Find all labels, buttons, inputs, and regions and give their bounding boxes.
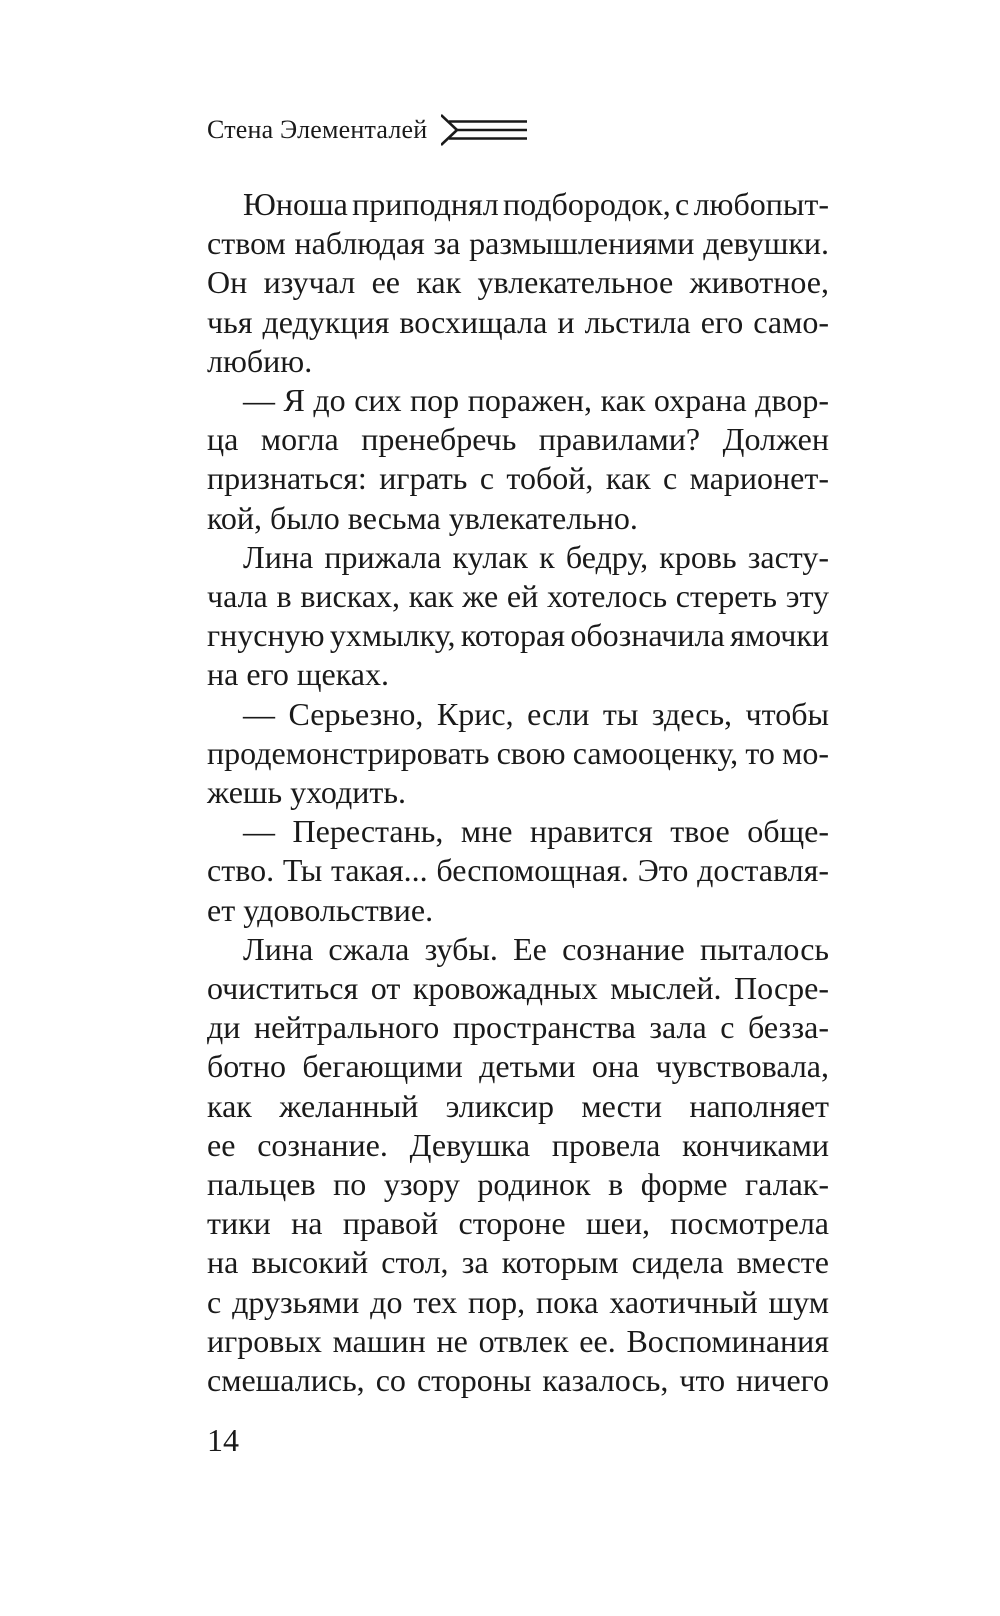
text-line: ство. Ты такая... беспомощная. Это доставля- [207, 852, 829, 889]
text-line: игровых машин не отвлек ее. Воспоминания [207, 1322, 829, 1359]
text-line: кой, было весьма увлекательно. [207, 499, 638, 536]
text-line: очиститься от кровожадных мыслей. Посре- [207, 970, 829, 1006]
text-line: на высокий стол, за которым сидела вместе [207, 1244, 829, 1281]
page-number: 14 [207, 1422, 239, 1458]
text-line: продемонстрировать свою самооценку, то мо- [207, 734, 829, 771]
text-line: Он изучал ее как увлекательное животное, [207, 264, 829, 301]
text-line: ет удовольствие. [207, 891, 434, 928]
running-title: Стена Элементалей [207, 115, 428, 144]
text-line: ством наблюдая за размышлениями девушки. [207, 225, 829, 262]
text-line: — Перестань, мне нравится твое обще- [243, 813, 829, 850]
text-line: — Серьезно, Крис, если ты здесь, чтобы [243, 695, 829, 732]
text-line: пальцев по узору родинок в форме галак- [207, 1166, 829, 1202]
text-line: — Я до сих пор поражен, как охрана двор- [243, 382, 829, 418]
text-line: смешались, со стороны казалось, что ничего [207, 1362, 829, 1398]
text-line: как желанный эликсир мести наполняет [207, 1087, 829, 1124]
text-line: признаться: играть с тобой, как с марионет- [207, 460, 829, 497]
text-line: чала в висках, как же ей хотелось стереть эту [207, 578, 829, 614]
text-line: ее сознание. Девушка провела кончиками [207, 1126, 829, 1163]
text-line: гнусную ухмылку, которая обозначила ямочки [207, 617, 829, 654]
text-line: на его щеках. [207, 656, 389, 693]
text-line: ботно бегающими детьми она чувствовала, [207, 1048, 829, 1085]
text-line: Лина сжала зубы. Ее сознание пыталось [243, 930, 829, 967]
triple-line-chevron-ornament-icon [441, 112, 529, 148]
text-line: ца могла пренебречь правилами? Должен [207, 421, 829, 458]
text-line: жешь уходить. [207, 774, 406, 810]
text-line: любию. [207, 342, 313, 379]
text-line: Юноша приподнял подбородок, с любопыт- [243, 186, 829, 222]
text-line: с друзьями до тех пор, пока хаотичный шум [207, 1283, 829, 1320]
text-line: ди нейтрального пространства зала с безза- [207, 1009, 829, 1046]
text-line: чья дедукция восхищала и льстила его само- [207, 303, 829, 340]
running-header [207, 110, 529, 150]
text-line: тики на правой стороне шеи, посмотрела [207, 1205, 829, 1242]
text-line: Лина прижала кулак к бедру, кровь засту- [243, 538, 829, 575]
body-text [207, 184, 829, 1414]
